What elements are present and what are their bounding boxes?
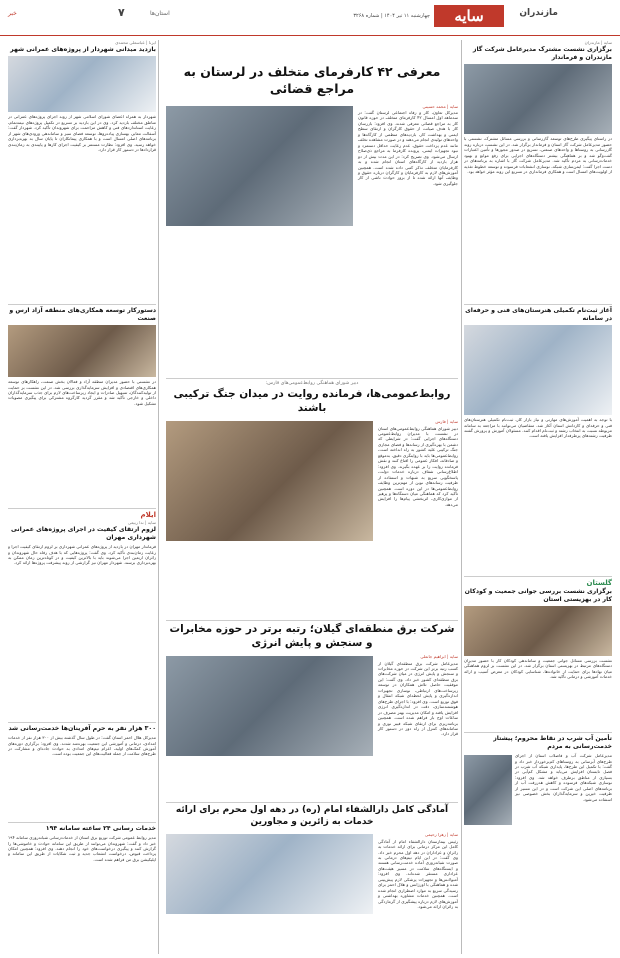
article-title[interactable]: ۳۰۰ هزار نفر به حرم آفرینان‌ها خدمت‌رسانی شد xyxy=(8,725,156,732)
article-body: مدیر روابط عمومی شرکت توزیع برق استان از خدمات‌رسانی شبانه‌روزی سامانه ۱۹۴ خبر داد و گفت: شهروندان می‌توانند از طریق این سامانه حوادث و خاموشی‌ها را گزارش کنند و پیگیری درخواست‌های خود را انجام دهند. وی افزود: همچنین امکان پرداخت قبوض، درخواست انشعاب جدید و ثبت شکایات از طریق این سامانه و اپلیکیشن برق من فراهم شده است. xyxy=(8,835,156,862)
lead-article xyxy=(166,64,458,374)
section-block xyxy=(464,574,612,724)
section-label: ایلام xyxy=(140,511,156,519)
article-body: با توجه به اهمیت آموزش‌های مهارتی و نیاز بازار کار، ثبت‌نام تکمیلی هنرستان‌های فنی و حرفه‌ای و کاردانش استان آغاز شد. متقاضیان می‌توانند با مراجعه به سامانه مربوطه نسبت به انتخاب رشته و ثبت‌نام اقدام کنند. مسئولان آموزش و پرورش گفتند ظرفیت رشته‌های پرطرفدار افزایش یافته است. xyxy=(464,417,612,439)
article-kicker: ایرنا | عباسعلی محمدی xyxy=(115,40,156,45)
article-body: مدیرکل هلال احمر استان گفت: در طول سال گذشته بیش از ۳۰۰ هزار نفر از خدمات امدادی، درمانی و آموزشی این جمعیت بهره‌مند شدند. وی افزود: برگزاری دوره‌های آموزش کمک‌های اولیه، اعزام تیم‌های امدادی به حوادث جاده‌ای و مشارکت در طرح‌های سلامت از جمله فعالیت‌های این جمعیت بوده است. xyxy=(8,735,156,757)
issue-date: چهارشنبه ۱۱ تیر ۱۴۰۴ | شماره ۳۲۶۸ xyxy=(353,13,430,19)
article-body: رئیس بیمارستان دارالشفاء امام از آمادگی کامل این مرکز درمانی برای ارائه خدمات به زائران و عزاداران در دهه اول محرم خبر داد. وی گفت: در این ایام تیم‌های درمانی به صورت شبانه‌روزی آماده خدمت‌رسانی هستند و ایستگاه‌های سلامت در مسیر هیئت‌های عزاداری مستقر شده‌اند. وی افزود: آمبولانس‌ها و تجهیزات پزشکی لازم پیش‌بینی شده و هماهنگی با اورژانس و هلال احمر برای رسیدگی سریع به موارد اضطراری انجام شده است. همچنین خدمات مشاوره بهداشتی و آموزش‌های لازم درباره پیشگیری از گرمازدگی به زائران ارائه می‌شود. xyxy=(378,838,458,910)
article-title[interactable]: برگزاری نشست بررسی جوانی جمعیت و کودکان کار در بهزیستی استان xyxy=(464,587,612,603)
article xyxy=(8,820,156,954)
article-photo xyxy=(166,656,373,756)
article xyxy=(464,730,612,954)
article-body: نشست بررسی مسائل جوانی جمعیت و ساماندهی کودکان کار با حضور مدیران دستگاه‌های مرتبط در بهزیستی استان برگزار شد. در این نشست بر لزوم هماهنگی میان نهادها برای حمایت از خانواده‌ها، شناسایی کودکان در معرض آسیب و ارائه خدمات آموزشی و درمانی تأکید شد. xyxy=(464,657,612,680)
article-kicker: سایه | مازندران xyxy=(584,40,612,45)
column-divider xyxy=(158,40,159,954)
lead-photo xyxy=(166,106,353,226)
article-photo xyxy=(464,325,612,415)
article-photo xyxy=(464,64,612,134)
article-photo xyxy=(464,755,512,825)
header-left-label: خبر xyxy=(8,10,17,17)
article-kicker: سایه | ندا ربیعی xyxy=(127,519,156,525)
article-title[interactable]: تأمین آب شرب در نقاط محروم؛ پیشتاز خدمت‌رسانی به مردم xyxy=(493,735,612,751)
middle-column xyxy=(166,40,458,954)
article-photo xyxy=(166,421,373,541)
section-label: استان‌ها xyxy=(150,10,170,17)
right-column xyxy=(464,40,612,954)
article xyxy=(166,800,458,954)
article-byline: سایه | محمد حسینی xyxy=(422,103,458,109)
article-body: در راستای پیگیری طرح‌های توسعه گازرسانی و بررسی مسائل مشترک، نشستی با حضور مدیرعامل شرکت گاز استان و فرماندار برگزار شد. در این نشست درباره روند گازرسانی به روستاها و واحدهای صنعتی، تسریع در صدور مجوزها و تأمین اعتبارات گفت‌وگو شد و بر هماهنگی بیشتر دستگاه‌های اجرایی برای رفع موانع و بهبود خدمات‌رسانی به مردم تأکید شد. مدیرعامل شرکت گاز با اشاره به برنامه‌های در دست اجرا گفت: ایمن‌سازی شبکه، نوسازی انشعابات فرسوده و توسعه خطوط تغذیه از اولویت‌های امسال است و همکاری فرمانداری در تسریع این روند مؤثر خواهد بود. xyxy=(464,136,612,175)
article-title[interactable]: آمادگی کامل دارالشفاء امام (ره) در دهه اول محرم برای ارائه خدمات به زائرین و مجاورین xyxy=(175,805,449,827)
article-body: مدیرعامل شرکت برق منطقه‌ای گیلان از کسب رتبه برتر این شرکت در حوزه مخابرات و سنجش و پایش انرژی در میان شرکت‌های برق منطقه‌ای کشور خبر داد. وی گفت: این موفقیت حاصل تلاش همکاران در توسعه زیرساخت‌های ارتباطی، نوسازی تجهیزات اندازه‌گیری و پایش لحظه‌ای شبکه انتقال و فوق توزیع است. وی افزود: با اجرای طرح‌های هوشمندسازی، دقت در اندازه‌گیری انرژی افزایش یافته و امکان مدیریت بهتر مصرف در ساعات اوج بار فراهم شده است. همچنین برنامه‌ریزی برای ارتقای شبکه فیبر نوری و سامانه‌های کنترل از راه دور در دستور کار قرار دارد. xyxy=(378,660,458,737)
section-block xyxy=(8,506,156,716)
article-title[interactable]: بازدید میدانی شهردار از پروژه‌های عمرانی شهر xyxy=(10,46,156,54)
article-byline: سایه | زهرا رحیمی xyxy=(424,832,458,838)
article xyxy=(8,720,156,816)
article xyxy=(166,618,458,798)
masthead xyxy=(0,0,620,36)
article-body: دبیر شورای هماهنگی روابط‌عمومی‌های استان در نشست با مدیران روابط‌عمومی دستگاه‌های اجرایی گفت: در شرایطی که دشمن با بهره‌گیری از رسانه‌ها و فضای مجازی جنگ ترکیبی علیه کشور به راه انداخته است، روابط‌عمومی‌ها باید با روایتگری دقیق، به‌موقع و صادقانه، افکار عمومی را اقناع کنند و نقش فرمانده روایت را بر عهده بگیرند. وی افزود: اطلاع‌رسانی شفاف درباره خدمات دولت، پاسخگویی سریع به شبهات و استفاده از ظرفیت رسانه‌های نوین از مهم‌ترین وظایف روابط‌عمومی‌ها در این دوره است. همچنین تأکید کرد که هماهنگی میان دستگاه‌ها و پرهیز از موازی‌کاری، اثربخشی پیام‌ها را افزایش می‌دهد. xyxy=(378,425,458,507)
newspaper-logo: سایه xyxy=(434,5,504,27)
article-byline: سایه | فارس xyxy=(435,419,458,425)
article-title[interactable]: لزوم ارتقای کیفیت در اجرای پروژه‌های عمرانی شهرداری مهران xyxy=(11,526,156,542)
article-kicker: دبیر شورای هماهنگی روابط‌عمومی‌های فارس: xyxy=(265,381,359,386)
column-divider xyxy=(461,40,462,954)
section-label: گلستان xyxy=(586,579,612,587)
article xyxy=(464,302,612,570)
article-photo xyxy=(166,834,373,914)
article-body: مدیرکل تعاون، کار و رفاه اجتماعی لرستان گفت: در سه‌ماهه اول امسال ۴۲ کارفرمای متخلف در حوزه قانون کار به مراجع قضائی معرفی شدند. وی افزود: بازرسان کار با هدف صیانت از حقوق کارگران و ارتقای سطح ایمنی و بهداشت کار، بازدیدهای منظمی از کارگاه‌ها و واحدهای تولیدی انجام می‌دهند و در صورت مشاهده تخلف مانند عدم پرداخت حقوق، عدم رعایت حداقل دستمزد و نبود تجهیزات ایمنی، پرونده کارفرما به مراجع ذی‌صلاح ارسال می‌شود. وی تصریح کرد: در این مدت بیش از دو هزار بازدید از کارگاه‌های استان انجام شده و به کارفرمایان متخلف تذکر کتبی داده شده است. همچنین آموزش‌های لازم به کارفرمایان و کارگران درباره حقوق و وظایف آنها ارائه شده تا از بروز حوادث ناشی از کار جلوگیری شود. xyxy=(358,110,458,186)
article-title[interactable]: خدمات رسانی ۲۴ ساعته سامانه ۱۹۴ xyxy=(45,825,156,832)
article-body: در نشستی با حضور مدیران منطقه آزاد و فعالان بخش صنعت، راهکارهای توسعه همکاری‌های اقتصادی و افزایش سرمایه‌گذاری بررسی شد. در این نشست بر حمایت از تولیدکنندگان، تسهیل صادرات و ایجاد زیرساخت‌های لازم برای جذب سرمایه‌گذاران داخلی و خارجی تأکید شد و مقرر گردید کارگروه مشترکی برای پیگیری مصوبات تشکیل شود. xyxy=(8,379,156,406)
article-photo xyxy=(464,606,612,656)
article-byline: سایه | ابراهیم جانعلی xyxy=(420,654,458,660)
article xyxy=(8,40,156,298)
article-body: فرماندار مهران در بازدید از پروژه‌های عمرانی شهرداری بر لزوم ارتقای کیفیت اجرا و رعایت زمان‌بندی تأکید کرد. وی گفت: پروژه‌هایی که با هدف رفاه حال شهروندان و زائران اربعین اجرا می‌شوند باید با بالاترین کیفیت و در کوتاه‌ترین زمان ممکن به بهره‌برداری برسند. شهردار مهران نیز گزارشی از روند پیشرفت پروژه‌ها ارائه کرد. xyxy=(8,544,156,566)
article xyxy=(8,302,156,502)
article-body: مدیرعامل شرکت آب و فاضلاب استان از اجرای طرح‌های آبرسانی به روستاهای کم‌برخوردار خبر داد و گفت: با تکمیل این طرح‌ها، پایداری شبکه آب شرب در فصل تابستان افزایش می‌یابد و مشکل کم‌آبی در بسیاری از مناطق برطرف خواهد شد. وی افزود: نوسازی شبکه‌های فرسوده و کاهش هدررفت آب از برنامه‌های اصلی این شرکت است و در این مسیر از ظرفیت خیرین و سرمایه‌گذاران بخش خصوصی نیز استفاده می‌شود. xyxy=(515,753,612,802)
left-column xyxy=(8,40,156,954)
article xyxy=(166,376,458,616)
page-number: ۷ xyxy=(118,6,125,19)
lead-headline[interactable]: معرفی ۴۲ کارفرمای متخلف در لرستان به مراجع قضائی xyxy=(183,64,441,96)
article-title[interactable]: آغاز ثبت‌نام تکمیلی هنرستان‌های فنی و حرفه‌ای در سامانه xyxy=(465,307,612,323)
article-title[interactable]: برگزاری نشست مشترک مدیرعامل شرکت گاز مازندران و فرماندار xyxy=(472,46,612,62)
province-label: مازندران xyxy=(519,8,558,18)
article-title[interactable]: شرکت برق منطقه‌ای گیلان؛ رتبه برتر در حوزه مخابرات و سنجش و پایش انرژی xyxy=(169,623,455,649)
article-photo xyxy=(8,56,156,112)
article-photo xyxy=(8,325,156,377)
article-body: شهردار به همراه اعضای شورای اسلامی شهر از روند اجرای پروژه‌های عمرانی در مناطق مختلف بازدید کرد. وی در این بازدید بر تسریع در تکمیل پروژه‌های نیمه‌تمام، رعایت استانداردهای فنی و کاهش مزاحمت برای شهروندان تأکید کرد. شهردار گفت: آسفالت معابر، بهسازی پیاده‌روها، توسعه فضای سبز و ساماندهی ورودی‌های شهر از برنامه‌های اصلی امسال است و با همکاری پیمانکاران تا پایان سال به بهره‌برداری خواهد رسید. وی افزود: نظارت مستمر بر کیفیت اجرای کارها و پایبندی به زمان‌بندی قراردادها در دستور کار قرار دارد. xyxy=(8,114,156,153)
article-title[interactable]: دستورکار توسعه همکاری‌های منطقه آزاد ارس و صنعت xyxy=(9,307,156,323)
article xyxy=(464,40,612,298)
article-title[interactable]: روابط‌عمومی‌ها، فرمانده روایت در میدان جنگ ترکیبی باشند xyxy=(173,387,451,414)
